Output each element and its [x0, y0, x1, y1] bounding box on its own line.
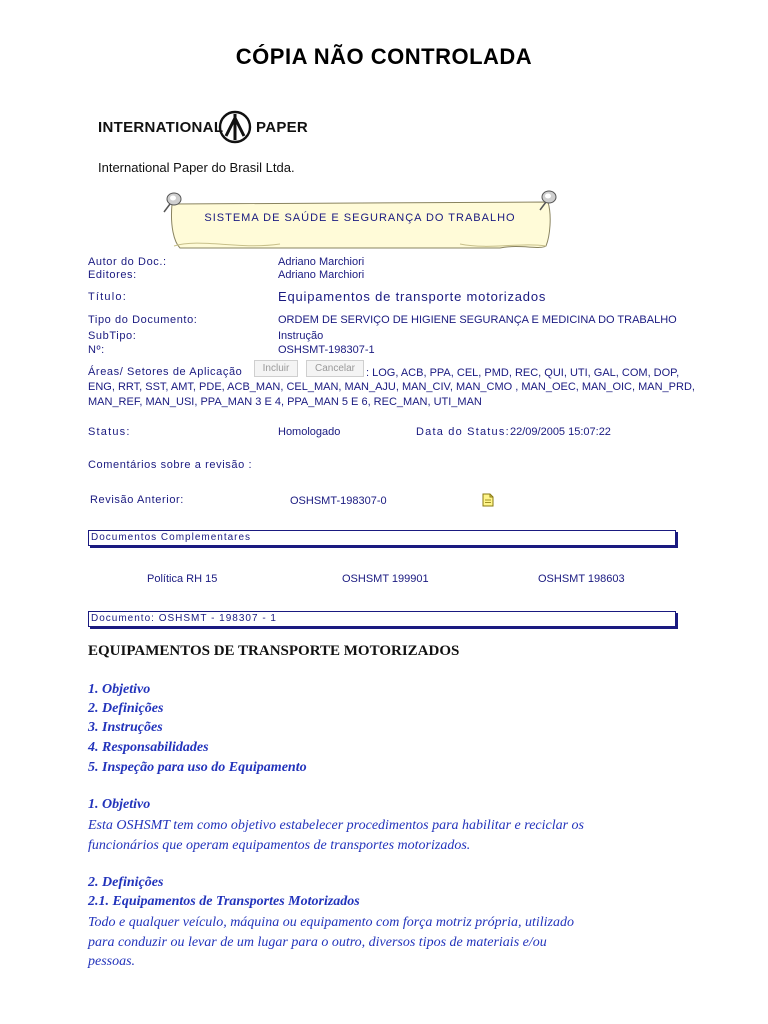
logo-word-left: INTERNATIONAL: [98, 119, 224, 136]
include-button[interactable]: Incluir: [254, 360, 298, 377]
title-label: Título:: [88, 291, 127, 303]
areas-line-1: : LOG, ACB, PPA, CEL, PMD, REC, QUI, UTI, GAL, COM, DOP,: [366, 367, 680, 379]
document-id-bar: Documento: OSHSMT - 198307 - 1: [88, 611, 676, 627]
pushpin-icon: [162, 190, 186, 214]
banner-title: SISTEMA DE SAÚDE E SEGURANÇA DO TRABALHO: [204, 212, 516, 224]
title-value: Equipamentos de transporte motorizados: [278, 289, 547, 304]
areas-line-3: MAN_REF, MAN_USI, PPA_MAN 3 E 4, PPA_MAN 5 E 6, REC_MAN, UTI_MAN: [88, 396, 482, 408]
complementary-doc-link[interactable]: Política RH 15: [147, 573, 218, 585]
revision-comments-label: Comentários sobre a revisão :: [88, 459, 253, 471]
subtype-value: Instrução: [278, 330, 324, 342]
status-label: Status:: [88, 426, 131, 438]
section-2-text: para conduzir ou levar de um lugar para o outro, diversos tipos de materiais e/ou: [88, 935, 547, 950]
international-paper-logo-icon: [218, 110, 252, 144]
complementary-doc-link[interactable]: OSHSMT 199901: [342, 573, 429, 585]
previous-revision-label: Revisão Anterior:: [90, 494, 184, 506]
section-2-title: 2. Definições: [88, 875, 164, 890]
pushpin-icon: [536, 188, 560, 212]
number-value: OSHSMT-198307-1: [278, 344, 375, 356]
cancel-button[interactable]: Cancelar: [306, 360, 364, 377]
section-2-text: Todo e qualquer veículo, máquina ou equipamento com força motriz própria, utilizado: [88, 915, 574, 930]
status-value: Homologado: [278, 426, 341, 438]
status-date-value: 22/09/2005 15:07:22: [510, 426, 611, 438]
toc-item[interactable]: 5. Inspeção para uso do Equipamento: [88, 760, 307, 775]
document-icon[interactable]: [482, 493, 494, 507]
uncontrolled-copy-stamp: CÓPIA NÃO CONTROLADA: [235, 44, 533, 69]
complementary-docs-header: Documentos Complementares: [88, 530, 676, 546]
toc-item[interactable]: 1. Objetivo: [88, 682, 151, 697]
section-2-text: pessoas.: [88, 954, 136, 969]
author-label: Autor do Doc.:: [88, 256, 167, 268]
number-label: Nº:: [88, 344, 105, 356]
complementary-doc-link[interactable]: OSHSMT 198603: [538, 573, 625, 585]
system-banner: [160, 186, 560, 258]
areas-line-2: ENG, RRT, SST, AMT, PDE, ACB_MAN, CEL_MAN, MAN_AJU, MAN_CIV, MAN_CMO , MAN_OEC, MAN_OIC, MAN_PRD,: [88, 381, 695, 393]
editors-label: Editores:: [88, 269, 137, 281]
toc-item[interactable]: 3. Instruções: [88, 720, 163, 735]
section-1-text: funcionários que operam equipamentos de transportes motorizados.: [88, 838, 471, 853]
toc-item[interactable]: 4. Responsabilidades: [88, 740, 209, 755]
doc-type-value: ORDEM DE SERVIÇO DE HIGIENE SEGURANÇA E MEDICINA DO TRABALHO: [278, 314, 677, 326]
doc-type-label: Tipo do Documento:: [88, 314, 198, 326]
section-1-title: 1. Objetivo: [88, 797, 151, 812]
logo-word-right: PAPER: [256, 119, 309, 136]
toc-item[interactable]: 2. Definições: [88, 701, 164, 716]
areas-label: Áreas/ Setores de Aplicação: [88, 366, 243, 378]
document-heading: EQUIPAMENTOS DE TRANSPORTE MOTORIZADOS: [88, 643, 460, 659]
subtype-label: SubTipo:: [88, 330, 137, 342]
previous-revision-value[interactable]: OSHSMT-198307-0: [290, 495, 387, 507]
section-2-1-title: 2.1. Equipamentos de Transportes Motorizados: [88, 894, 360, 909]
section-1-text: Esta OSHSMT tem como objetivo estabelecer procedimentos para habilitar e reciclar os: [88, 818, 585, 833]
company-name: International Paper do Brasil Ltda.: [98, 160, 295, 175]
status-date-label: Data do Status:: [416, 426, 510, 438]
editors-value: Adriano Marchiori: [278, 269, 365, 281]
author-value: Adriano Marchiori: [278, 256, 365, 268]
